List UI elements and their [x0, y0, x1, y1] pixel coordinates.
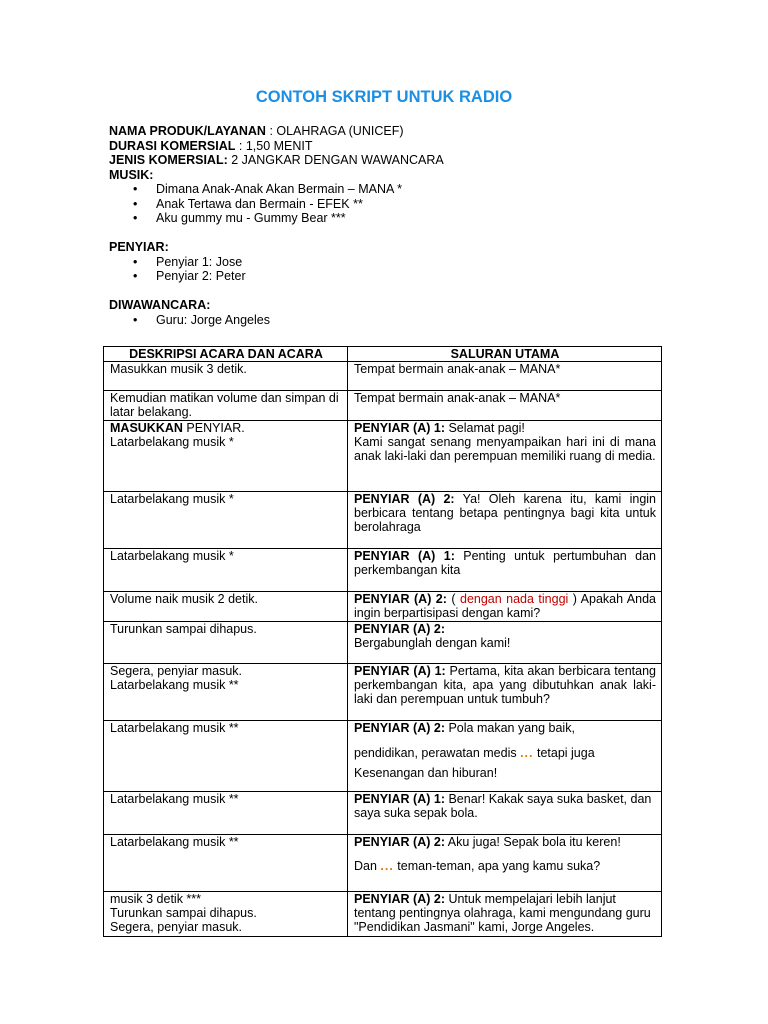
- description-cell: Latarbelakang musik **: [104, 834, 348, 891]
- announcer-heading: PENYIAR:: [109, 240, 169, 254]
- speaker-label: PENYIAR (A) 2:: [354, 891, 445, 906]
- channel-cell: PENYIAR (A) 1: Benar! Kakak saya suka basket, dan saya suka sepak bola.: [348, 791, 662, 834]
- description-cell: Kemudian matikan volume dan simpan di latar belakang.: [104, 391, 348, 421]
- interviewee-list: [133, 313, 669, 328]
- page-title: CONTOH SKRIPT UNTUK RADIO: [255, 88, 513, 106]
- description-cell: Turunkan sampai dihapus.: [104, 621, 348, 663]
- table-row: [104, 720, 662, 791]
- script-table: [103, 346, 662, 937]
- channel-cell: PENYIAR (A) 2: ( dengan nada tinggi ) Apakah Anda ingin berpartisipasi dengan kami?: [348, 591, 662, 621]
- ellipsis-mark: ...: [520, 745, 534, 760]
- speaker-label: PENYIAR (A) 1:: [354, 548, 455, 563]
- channel-cell: PENYIAR (A) 2: Pola makan yang baik, pendidikan, perawatan medis ... tetapi juga Kesenangan dan hiburan!: [348, 720, 662, 791]
- channel-cell: Tempat bermain anak-anak – MANA*: [348, 362, 662, 391]
- channel-cell: PENYIAR (A) 1: Pertama, kita akan berbicara tentang perkembangan kita, apa yang dibutuhkan anak laki-laki dan perempuan untuk tumbuh?: [348, 663, 662, 720]
- speaker-label: PENYIAR (A) 2:: [354, 491, 455, 506]
- music-list: [133, 182, 669, 226]
- table-row: [104, 491, 662, 548]
- table-row: [104, 391, 662, 421]
- speaker-label: PENYIAR (A) 2:: [354, 834, 445, 849]
- list-item: • Dimana Anak-Anak Akan Bermain – MANA *: [133, 182, 669, 197]
- table-row: [104, 891, 662, 936]
- table-row: [104, 834, 662, 891]
- announcer-list: [133, 255, 669, 284]
- product-label: NAMA PRODUK/LAYANAN: [109, 124, 266, 138]
- ellipsis-mark: ...: [380, 858, 394, 873]
- column-header-description: DESKRIPSI ACARA DAN ACARA: [104, 347, 348, 362]
- channel-cell: PENYIAR (A) 2: Untuk mempelajari lebih lanjut tentang pentingnya olahraga, kami mengundang guru "Pendidikan Jasmani" kami, Jorge Angeles.: [348, 891, 662, 936]
- description-cell: musik 3 detik *** Turunkan sampai dihapus. Segera, penyiar masuk.: [104, 891, 348, 936]
- speaker-label: PENYIAR (A) 1:: [354, 791, 445, 806]
- list-item: • Penyiar 1: Jose: [133, 255, 669, 270]
- table-row: [104, 621, 662, 663]
- table-row: [104, 591, 662, 621]
- description-cell: Latarbelakang musik **: [104, 791, 348, 834]
- list-item: • Aku gummy mu - Gummy Bear ***: [133, 211, 669, 226]
- duration-line: [109, 139, 669, 154]
- description-cell: Segera, penyiar masuk. Latarbelakang musik **: [104, 663, 348, 720]
- description-cell: Latarbelakang musik *: [104, 548, 348, 591]
- duration-value: : 1,50 MENIT: [235, 138, 313, 153]
- table-row: [104, 420, 662, 491]
- interviewee-heading: DIWAWANCARA:: [109, 298, 211, 312]
- list-item: • Anak Tertawa dan Bermain - EFEK **: [133, 197, 669, 212]
- list-item: • Penyiar 2: Peter: [133, 269, 669, 284]
- speaker-label: PENYIAR (A) 1:: [354, 420, 445, 435]
- channel-cell: PENYIAR (A) 1: Selamat pagi! Kami sangat senang menyampaikan hari ini di mana anak laki-laki dan perempuan memiliki ruang di media.: [348, 420, 662, 491]
- product-line: [109, 124, 669, 139]
- table-row: [104, 548, 662, 591]
- description-cell: Masukkan musik 3 detik.: [104, 362, 348, 391]
- list-item: • Guru: Jorge Angeles: [133, 313, 669, 328]
- table-header-row: [104, 347, 662, 362]
- table-row: [104, 362, 662, 391]
- description-cell: Latarbelakang musik *: [104, 491, 348, 548]
- channel-cell: PENYIAR (A) 2: Ya! Oleh karena itu, kami ingin berbicara tentang betapa pentingnya bagi kita untuk berolahraga: [348, 491, 662, 548]
- tone-note: dengan nada tinggi: [460, 591, 569, 606]
- column-header-main-channel: SALURAN UTAMA: [348, 347, 662, 362]
- music-heading: MUSIK:: [109, 167, 154, 182]
- channel-cell: PENYIAR (A) 1: Penting untuk pertumbuhan dan perkembangan kita: [348, 548, 662, 591]
- channel-cell: PENYIAR (A) 2: Aku juga! Sepak bola itu keren! Dan ... teman-teman, apa yang kamu suka?: [348, 834, 662, 891]
- type-value: 2 JANGKAR DENGAN WAWANCARA: [227, 153, 444, 167]
- table-row: [104, 791, 662, 834]
- product-value: : OLAHRAGA (UNICEF): [265, 124, 404, 138]
- channel-cell: Tempat bermain anak-anak – MANA*: [348, 391, 662, 421]
- type-line: [109, 153, 669, 168]
- speaker-label: PENYIAR (A) 1:: [354, 663, 446, 678]
- description-cell: Volume naik musik 2 detik.: [104, 591, 348, 621]
- script-metadata: [109, 124, 669, 327]
- description-cell: MASUKKAN PENYIAR. Latarbelakang musik *: [104, 420, 348, 491]
- description-cell: Latarbelakang musik **: [104, 720, 348, 791]
- speaker-label: PENYIAR (A) 2:: [354, 720, 445, 735]
- type-label: JENIS KOMERSIAL:: [109, 153, 228, 167]
- speaker-label: PENYIAR (A) 2:: [354, 591, 447, 606]
- table-row: [104, 663, 662, 720]
- speaker-label: PENYIAR (A) 2:: [354, 621, 445, 636]
- channel-cell: PENYIAR (A) 2: Bergabunglah dengan kami!: [348, 621, 662, 663]
- duration-label: DURASI KOMERSIAL: [109, 138, 236, 153]
